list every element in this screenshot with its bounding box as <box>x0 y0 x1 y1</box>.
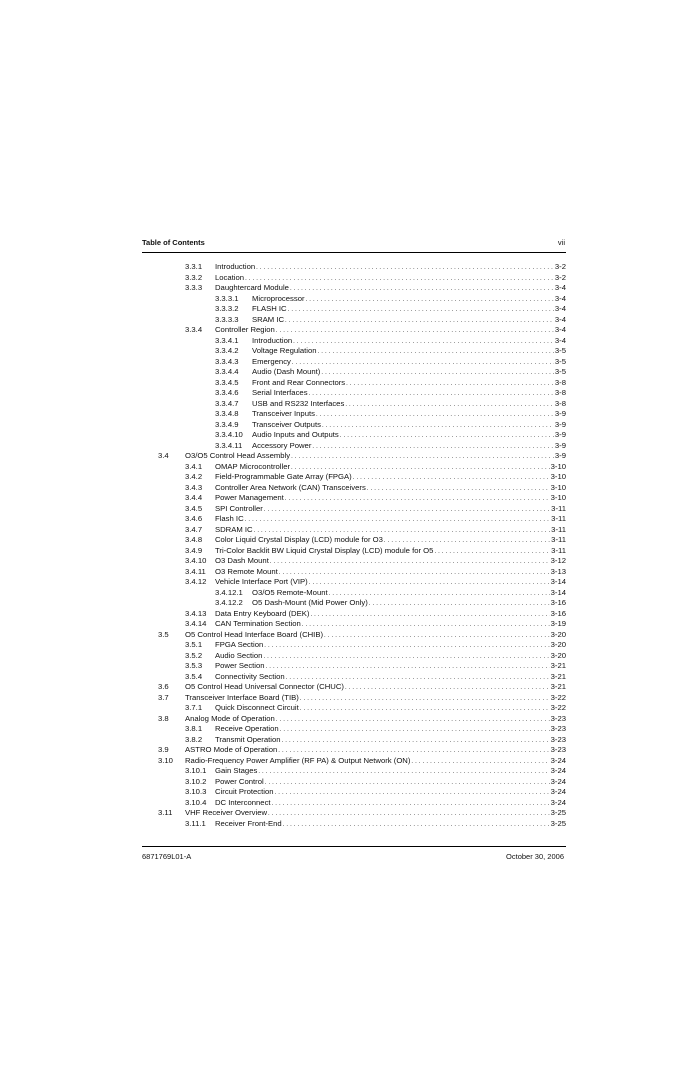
toc-entry[interactable] <box>142 388 566 399</box>
toc-entry-page: 3-24 <box>550 797 566 807</box>
toc-entry-page: 3-4 <box>554 325 566 334</box>
toc-entry-page: 3-23 <box>550 734 566 744</box>
toc-entry-page: 3-11 <box>551 514 566 523</box>
toc-entry-number: 3.4.13 <box>185 608 207 618</box>
running-header-title: Table of Contents <box>142 238 205 247</box>
toc-entry-number: 3.4.5 <box>185 503 203 513</box>
toc-entry-number: 3.3.4.5 <box>215 377 239 387</box>
toc-entry-page: 3-4 <box>554 283 566 292</box>
toc-entry-page: 3-20 <box>550 640 566 649</box>
toc-entry-title: Front and Rear Connectors <box>252 377 346 387</box>
toc-entry[interactable] <box>142 609 566 620</box>
toc-entry-page: 3-4 <box>554 335 566 345</box>
toc-entry[interactable] <box>142 588 566 599</box>
toc-entry[interactable] <box>142 304 566 315</box>
toc-entry-page: 3-5 <box>554 356 566 366</box>
toc-entry-page: 3-23 <box>550 745 566 754</box>
toc-entry-title: Field-Programmable Gate Array (FPGA) <box>215 472 352 481</box>
toc-entry-title: Serial Interfaces <box>252 388 308 397</box>
toc-entry[interactable] <box>142 672 566 683</box>
toc-entry-title: O3 Dash Mount <box>215 556 269 565</box>
toc-entry-page: 3-20 <box>550 629 566 639</box>
toc-entry-line <box>215 819 566 831</box>
toc-entry-number: 3.3.3.1 <box>215 293 239 303</box>
toc-entry-title: O5 Dash-Mount (Mid Power Only) <box>252 598 368 607</box>
toc-entry-page: 3-9 <box>554 430 566 439</box>
toc-entry[interactable] <box>142 735 566 746</box>
toc-entry-number: 3.7.1 <box>185 703 203 712</box>
toc-entry[interactable] <box>142 472 566 483</box>
toc-entry-number: 3.4.3 <box>185 482 203 492</box>
toc-entry-title: SRAM IC <box>252 314 285 324</box>
toc-entry[interactable] <box>142 693 566 704</box>
toc-entry-page: 3-13 <box>550 566 566 576</box>
toc-entry-number: 3.10.4 <box>185 797 207 807</box>
toc-entry-title: Transmit Operation <box>215 734 281 744</box>
toc-entry[interactable] <box>142 409 566 420</box>
footer-rule <box>142 846 566 847</box>
toc-entry-title: Tri-Color Backlit BW Liquid Crystal Display (LCD) module for O5 <box>215 545 434 555</box>
toc-entry-number: 3.11 <box>158 808 173 817</box>
toc-entry[interactable] <box>142 556 566 567</box>
toc-entry-number: 3.4.12.2 <box>215 598 243 607</box>
toc-entry[interactable] <box>142 787 566 798</box>
toc-entry-title: Introduction <box>252 335 293 345</box>
toc-entry-number: 3.3.3.3 <box>215 314 239 324</box>
toc-entry-page: 3-4 <box>554 293 566 303</box>
toc-entry-number: 3.3.1 <box>185 262 203 271</box>
toc-entry-page: 3-11 <box>551 503 566 513</box>
toc-entry[interactable] <box>142 483 566 494</box>
toc-entry-page: 3-16 <box>550 608 566 618</box>
footer-doc-number: 6871769L01-A <box>142 852 192 861</box>
toc-entry[interactable] <box>142 504 566 515</box>
toc-entry-title: Emergency <box>252 356 291 366</box>
toc-entry[interactable] <box>142 619 566 630</box>
toc-entry-page: 3-10 <box>550 461 566 471</box>
toc-entry-page: 3-24 <box>550 766 566 775</box>
toc-entry-title: DC Interconnect <box>215 797 271 807</box>
toc-entry-number: 3.3.4.3 <box>215 356 239 366</box>
toc-entry-number: 3.3.4.9 <box>215 419 239 429</box>
toc-entry-number: 3.4 <box>158 451 169 460</box>
toc-entry-title: Color Liquid Crystal Display (LCD) module for O3 <box>215 535 383 544</box>
toc-entry-title: Connectivity Section <box>215 671 285 681</box>
toc-entry-number: 3.4.10 <box>185 556 207 565</box>
toc-entry-page: 3-11 <box>551 524 566 534</box>
toc-entry[interactable] <box>142 819 566 830</box>
toc-entry-title: O5 Control Head Interface Board (CHIB) <box>185 629 324 639</box>
toc-entry[interactable] <box>142 315 566 326</box>
toc-entry-title: FLASH IC <box>252 304 287 313</box>
toc-entry-page: 3-5 <box>554 367 566 376</box>
toc-entry-title: Receive Operation <box>215 724 279 733</box>
toc-entry[interactable] <box>142 294 566 305</box>
toc-entry-number: 3.3.4.6 <box>215 388 239 397</box>
toc-entry[interactable] <box>142 514 566 525</box>
toc-entry-number: 3.4.6 <box>185 514 203 523</box>
toc-entry-number: 3.4.12.1 <box>215 587 243 597</box>
toc-entry[interactable] <box>142 651 566 662</box>
toc-entry[interactable] <box>142 546 566 557</box>
toc-entry-number: 3.5.1 <box>185 640 203 649</box>
toc-entry-page: 3-8 <box>554 398 566 408</box>
toc-entry-number: 3.9 <box>158 745 169 754</box>
toc-entry-number: 3.4.1 <box>185 461 203 471</box>
toc-entry-number: 3.3.4.10 <box>215 430 243 439</box>
toc-entry-page: 3-24 <box>550 787 566 796</box>
toc-entry-number: 3.3.3 <box>185 283 203 292</box>
toc-entry[interactable] <box>142 766 566 777</box>
toc-entry-title: Power Management <box>215 493 284 502</box>
toc-entry-page: 3-21 <box>550 682 566 691</box>
toc-entry[interactable] <box>142 808 566 819</box>
toc-entry[interactable] <box>142 378 566 389</box>
toc-entry-page: 3-22 <box>550 703 566 712</box>
toc-entry[interactable] <box>142 577 566 588</box>
toc-entry[interactable] <box>142 661 566 672</box>
toc-entry-page: 3-10 <box>550 472 566 481</box>
toc-entry-title: VHF Receiver Overview <box>185 808 268 817</box>
toc-entry-page: 3-25 <box>550 818 566 828</box>
toc-entry[interactable] <box>142 703 566 714</box>
toc-entry-page: 3-8 <box>554 377 566 387</box>
toc-entry-page: 3-25 <box>550 808 566 817</box>
toc-entry-page: 3-19 <box>550 619 566 628</box>
toc-entry[interactable] <box>142 283 566 294</box>
toc-entry-title: O5 Control Head Universal Connector (CHUC) <box>185 682 344 691</box>
toc-entry-number: 3.3.4.8 <box>215 409 239 418</box>
running-header-page-number: vii <box>557 238 565 247</box>
toc-entry-title: Audio Inputs and Outputs <box>252 430 339 439</box>
toc-entry-number: 3.3.2 <box>185 272 203 282</box>
toc-entry-title: Power Control <box>215 776 264 786</box>
toc-entry-page: 3-23 <box>550 724 566 733</box>
toc-entry[interactable] <box>142 336 566 347</box>
toc-entry[interactable] <box>142 777 566 788</box>
toc-entry-title: Audio (Dash Mount) <box>252 367 321 376</box>
toc-entry-page: 3-4 <box>554 314 566 324</box>
toc-entry-title: Flash IC <box>215 514 244 523</box>
toc-entry-title: Data Entry Keyboard (DEK) <box>215 608 310 618</box>
toc-entry[interactable] <box>142 357 566 368</box>
toc-entry-page: 3-8 <box>554 388 566 397</box>
toc-entry-page: 3-9 <box>554 409 566 418</box>
toc-entry-title: Introduction <box>215 262 256 271</box>
toc-entry-number: 3.3.4.1 <box>215 335 239 345</box>
toc-entry-title: Daughtercard Module <box>215 283 289 292</box>
toc-entry-number: 3.5.4 <box>185 671 203 681</box>
toc-entry-title: Gain Stages <box>215 766 258 775</box>
toc-entry-title: Transceiver Outputs <box>252 419 321 429</box>
toc-entry-number: 3.11.1 <box>185 818 206 828</box>
toc-entry-page: 3-14 <box>550 577 566 586</box>
toc-entry[interactable] <box>142 630 566 641</box>
toc-entry-page: 3-10 <box>550 493 566 502</box>
toc-entry-title: Radio-Frequency Power Amplifier (RF PA) & Output Network (ON) <box>185 755 411 765</box>
toc-entry-title: O3 Remote Mount <box>215 566 278 576</box>
toc-entry[interactable] <box>142 525 566 536</box>
toc-entry-page: 3-10 <box>550 482 566 492</box>
toc-entry-title: O3/O5 Remote-Mount <box>252 587 328 597</box>
toc-entry-title: Controller Region <box>215 325 275 334</box>
toc-entry-title: Transceiver Interface Board (TIB) <box>185 692 299 702</box>
toc-entry[interactable] <box>142 724 566 735</box>
toc-entry-title: Vehicle Interface Port (VIP) <box>215 577 308 586</box>
toc-entry-title: USB and RS232 Interfaces <box>252 398 345 408</box>
toc-entry-page: 3-20 <box>550 650 566 660</box>
toc-entry-page: 3-4 <box>554 304 566 313</box>
toc-entry-title: Quick Disconnect Circuit <box>215 703 299 712</box>
toc-entry-number: 3.3.3.2 <box>215 304 239 313</box>
dot-leader <box>283 819 550 831</box>
toc-entry-title: Circuit Protection <box>215 787 274 796</box>
toc-entry[interactable] <box>142 325 566 336</box>
toc-entry[interactable] <box>142 262 566 273</box>
toc-entry[interactable] <box>142 798 566 809</box>
toc-entry-page: 3-11 <box>551 545 566 555</box>
toc-entry-page: 3-2 <box>554 272 566 282</box>
toc-entry-number: 3.5 <box>158 629 169 639</box>
toc-entry[interactable] <box>142 714 566 725</box>
toc-entry-title: CAN Termination Section <box>215 619 301 628</box>
toc-entry-number: 3.3.4.4 <box>215 367 239 376</box>
toc-entry-page: 3-14 <box>550 587 566 597</box>
toc-entry-number: 3.3.4.7 <box>215 398 239 408</box>
toc-entry[interactable] <box>142 346 566 357</box>
toc-entry[interactable] <box>142 745 566 756</box>
toc-entry-title: Controller Area Network (CAN) Transceivers <box>215 482 366 492</box>
toc-entry-number: 3.4.12 <box>185 577 207 586</box>
toc-entry-title: Receiver Front-End <box>215 818 282 828</box>
toc-entry-title: SDRAM IC <box>215 524 253 534</box>
toc-entry-title: Microprocessor <box>252 293 305 303</box>
toc-entry-number: 3.10 <box>158 755 173 765</box>
toc-entry-number: 3.4.2 <box>185 472 203 481</box>
toc-entry-number: 3.3.4.2 <box>215 346 239 355</box>
toc-entry-title: OMAP Microcontroller <box>215 461 291 471</box>
toc-entry-title: Transceiver Inputs <box>252 409 315 418</box>
table-of-contents <box>142 262 566 829</box>
toc-entry[interactable] <box>142 273 566 284</box>
toc-entry-number: 3.4.11 <box>185 566 206 576</box>
toc-entry-page: 3-16 <box>550 598 566 607</box>
toc-entry-number: 3.4.9 <box>185 545 203 555</box>
toc-entry[interactable] <box>142 420 566 431</box>
toc-entry-title: SPI Controller <box>215 503 263 513</box>
toc-entry[interactable] <box>142 567 566 578</box>
toc-entry-number: 3.8.1 <box>185 724 203 733</box>
toc-entry-page: 3-5 <box>554 346 566 355</box>
toc-entry-page: 3-9 <box>554 451 566 460</box>
toc-entry-title: Accessory Power <box>252 440 312 450</box>
toc-entry-number: 3.4.4 <box>185 493 203 502</box>
toc-entry-page: 3-24 <box>550 776 566 786</box>
toc-entry-title: Location <box>215 272 245 282</box>
toc-entry-page: 3-9 <box>554 419 566 429</box>
toc-entry[interactable] <box>142 462 566 473</box>
toc-entry-number: 3.8 <box>158 713 169 723</box>
toc-entry[interactable] <box>142 640 566 651</box>
toc-entry-title: Analog Mode of Operation <box>185 713 275 723</box>
toc-entry[interactable] <box>142 682 566 693</box>
toc-entry-page: 3-23 <box>550 713 566 723</box>
toc-entry-page: 3-21 <box>550 671 566 681</box>
toc-entry-number: 3.8.2 <box>185 734 203 744</box>
toc-entry-number: 3.4.8 <box>185 535 203 544</box>
toc-entry-title: Power Section <box>215 661 265 670</box>
toc-entry-number: 3.3.4.11 <box>215 440 243 450</box>
toc-entry-number: 3.10.2 <box>185 776 207 786</box>
toc-entry-number: 3.5.3 <box>185 661 203 670</box>
toc-entry-number: 3.5.2 <box>185 650 203 660</box>
toc-entry-page: 3-2 <box>554 262 566 271</box>
toc-entry[interactable] <box>142 493 566 504</box>
header-rule <box>142 252 566 253</box>
toc-entry[interactable] <box>142 598 566 609</box>
toc-entry-number: 3.10.3 <box>185 787 207 796</box>
toc-entry[interactable] <box>142 756 566 767</box>
toc-entry-number: 3.10.1 <box>185 766 207 775</box>
toc-entry-number: 3.4.7 <box>185 524 203 534</box>
toc-entry-title: ASTRO Mode of Operation <box>185 745 278 754</box>
toc-entry-title: FPGA Section <box>215 640 264 649</box>
toc-entry[interactable] <box>142 430 566 441</box>
toc-entry-title: Audio Section <box>215 650 263 660</box>
toc-entry-number: 3.3.4 <box>185 325 203 334</box>
toc-entry-page: 3-24 <box>550 755 566 765</box>
footer-date: October 30, 2006 <box>506 852 564 861</box>
toc-entry-page: 3-11 <box>551 535 566 544</box>
toc-entry[interactable] <box>142 535 566 546</box>
toc-entry-number: 3.4.14 <box>185 619 207 628</box>
toc-entry-number: 3.7 <box>158 692 169 702</box>
toc-entry-title: O3/O5 Control Head Assembly <box>185 451 291 460</box>
toc-entry[interactable] <box>142 451 566 462</box>
toc-entry-title: Voltage Regulation <box>252 346 317 355</box>
toc-entry[interactable] <box>142 367 566 378</box>
toc-entry[interactable] <box>142 441 566 452</box>
toc-entry-page: 3-12 <box>550 556 566 565</box>
toc-entry-page: 3-22 <box>550 692 566 702</box>
toc-entry-page: 3-21 <box>550 661 566 670</box>
toc-entry-page: 3-9 <box>554 440 566 450</box>
toc-entry[interactable] <box>142 399 566 410</box>
toc-entry-number: 3.6 <box>158 682 169 691</box>
